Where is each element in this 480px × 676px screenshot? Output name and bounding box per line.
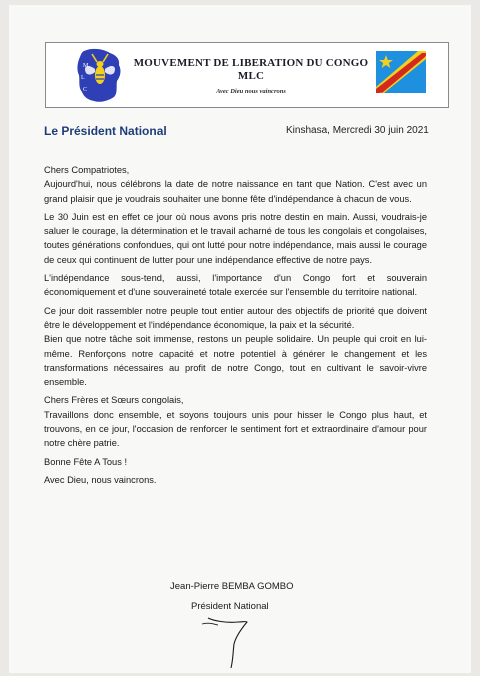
drc-flag bbox=[376, 51, 426, 93]
logo-letter-m: M bbox=[83, 63, 89, 69]
organization-name bbox=[116, 57, 386, 83]
signatory-title: Président National bbox=[191, 601, 269, 612]
paragraph-unite: Travaillons donc ensemble, et soyons toujours unis pour hisser le Congo plus haut, et trouvons, en ce jour, l'occasion de renforcer le sentiment fort et extraordinaire d'amour pour notre chère patrie. bbox=[44, 409, 427, 449]
salutation: Chers Compatriotes, bbox=[44, 165, 130, 175]
date-line: Kinshasa, Mercredi 30 juin 2021 bbox=[286, 125, 429, 136]
paragraph-30-juin: Le 30 Juin est en effet ce jour où nous avons pris notre destin en main. Aussi, voudrais-je saluer le courage, la détermination et le travail acharné de tous les congolais et congolaises, toutes générations confondues, qui ont lutté pour notre indépendance, mais aussi le courage de ceux qui continuent de lutter pour une indépendance effective de notre pays. bbox=[44, 211, 427, 265]
letter-body bbox=[44, 163, 427, 491]
logo-letter-l: L bbox=[81, 75, 85, 81]
paragraph-independance: L'indépendance sous-tend, aussi, l'importance d'un Congo fort et souverain économiquement et d'une souveraineté totale exercée sur l'ensemble du territoire national. bbox=[44, 273, 427, 298]
president-label: Le Président National bbox=[44, 124, 167, 138]
organization-name-line1: MOUVEMENT DE LIBERATION DU CONGO bbox=[133, 57, 369, 69]
paragraph-solidarite: Bien que notre tâche soit immense, restons un peuple solidaire. Un peuple qui croit en lui-même. Renforçons notre capacité et notre potentiel à générer le changement et les transformations nécessaires au profit de notre Congo, tout en cultivant le savoir-vivre ensemble. bbox=[44, 334, 427, 388]
closing-motto: Avec Dieu, nous vaincrons. bbox=[44, 474, 157, 485]
handwritten-signature bbox=[180, 612, 290, 672]
paragraph-priorites: Ce jour doit rassembler notre peuple tout entier autour des objectifs de priorité que doivent être le développement et l'indépendance économique, la paix et la sécurité. bbox=[44, 305, 427, 330]
letterhead bbox=[45, 42, 449, 108]
closing-wish: Bonne Fête A Tous ! bbox=[44, 456, 128, 467]
motto: Avec Dieu nous vaincrons bbox=[216, 88, 286, 95]
signatory-name: Jean-Pierre BEMBA GOMBO bbox=[170, 581, 294, 592]
logo-letter-c: C bbox=[83, 87, 88, 93]
organization-acronym: MLC bbox=[237, 70, 265, 82]
salutation-freres: Chers Frères et Sœurs congolais, bbox=[44, 395, 184, 406]
paragraph-intro: Aujourd'hui, nous célébrons la date de notre naissance en tant que Nation. C'est avec un grand plaisir que je voudrais souhaiter une bonne fête d'indépendance à chacun de vous. bbox=[44, 179, 427, 204]
